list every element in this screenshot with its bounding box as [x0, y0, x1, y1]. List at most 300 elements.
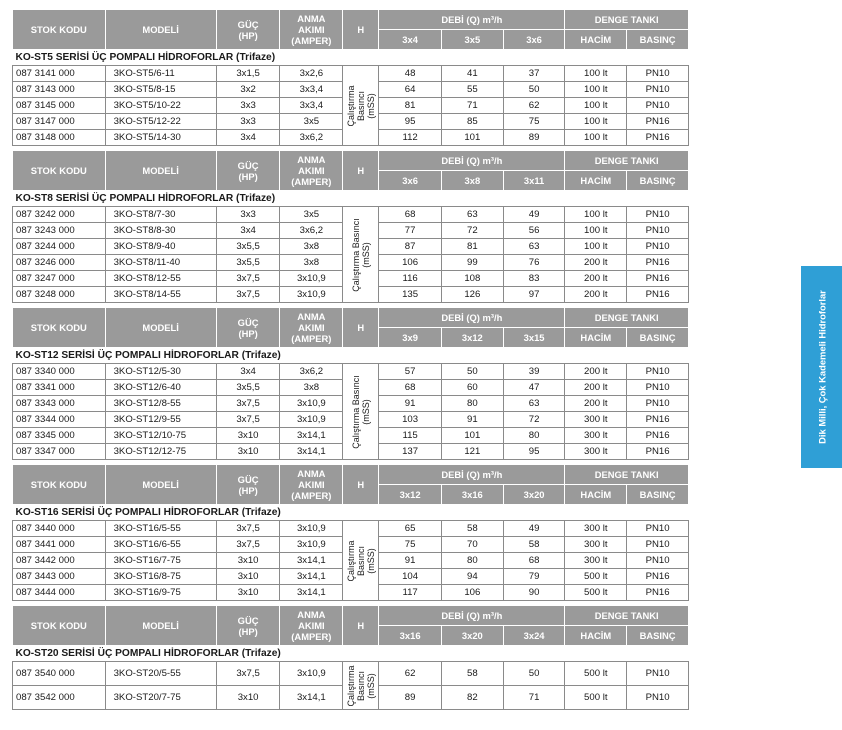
- header-flow-column: 3x6: [379, 171, 442, 191]
- table-row: [13, 521, 689, 537]
- header-flow-column: 3x24: [503, 626, 565, 646]
- stock-code: 087 3345 000: [13, 428, 106, 444]
- flow-value-2: 71: [441, 98, 503, 114]
- power-hp: 3x3: [216, 114, 280, 130]
- header-balance-tank: DENGE TANKI: [565, 151, 689, 171]
- power-hp: 3x7,5: [216, 412, 280, 428]
- header-flow-column: 3x6: [503, 30, 565, 50]
- rated-current: 3x2,6: [280, 66, 343, 82]
- stock-code: 087 3248 000: [13, 287, 106, 303]
- operating-pressure-label: Çalıştırma Basıncı (mSS): [345, 539, 376, 582]
- header-stock-code: STOK KODU: [13, 151, 106, 191]
- pressure-class: PN16: [627, 130, 689, 146]
- flow-value-2: 91: [441, 412, 503, 428]
- power-hp: 3x10: [216, 686, 280, 710]
- rated-current: 3x14,1: [280, 428, 343, 444]
- power-hp: 3x7,5: [216, 271, 280, 287]
- header-pressure-class: BASINÇ: [627, 626, 689, 646]
- rated-current: 3x10,9: [280, 412, 343, 428]
- stock-code: 087 3143 000: [13, 82, 106, 98]
- stock-code: 087 3246 000: [13, 255, 106, 271]
- header-model: MODELİ: [105, 606, 216, 646]
- model-name: 3KO-ST8/8-30: [105, 223, 216, 239]
- header-rated-current: ANMA AKIMI (AMPER): [280, 10, 343, 50]
- stock-code: 087 3442 000: [13, 553, 106, 569]
- series-table: [12, 605, 689, 710]
- tank-volume: 200 lt: [565, 255, 627, 271]
- rated-current: 3x8: [280, 380, 343, 396]
- model-name: 3KO-ST8/7-30: [105, 207, 216, 223]
- rated-current: 3x5: [280, 207, 343, 223]
- flow-value-2: 60: [441, 380, 503, 396]
- flow-value-2: 108: [441, 271, 503, 287]
- flow-value-3: 56: [503, 223, 565, 239]
- flow-value-2: 81: [441, 239, 503, 255]
- flow-value-3: 58: [503, 537, 565, 553]
- power-hp: 3x5,5: [216, 255, 280, 271]
- tank-volume: 100 lt: [565, 98, 627, 114]
- tank-volume: 500 lt: [565, 686, 627, 710]
- flow-value-3: 68: [503, 553, 565, 569]
- flow-value-1: 137: [379, 444, 442, 460]
- flow-value-2: 80: [441, 553, 503, 569]
- header-flow-rate: DEBİ (Q) m³/h: [379, 308, 565, 328]
- header-power: GÜÇ (HP): [216, 308, 280, 348]
- power-hp: 3x7,5: [216, 521, 280, 537]
- pressure-class: PN10: [627, 98, 689, 114]
- model-name: 3KO-ST12/9-55: [105, 412, 216, 428]
- power-hp: 3x10: [216, 585, 280, 601]
- header-stock-code: STOK KODU: [13, 465, 106, 505]
- stock-code: 087 3145 000: [13, 98, 106, 114]
- flow-value-1: 81: [379, 98, 442, 114]
- flow-value-3: 90: [503, 585, 565, 601]
- flow-value-1: 68: [379, 207, 442, 223]
- tank-volume: 100 lt: [565, 207, 627, 223]
- model-name: 3KO-ST5/10-22: [105, 98, 216, 114]
- flow-value-1: 64: [379, 82, 442, 98]
- flow-value-1: 75: [379, 537, 442, 553]
- header-flow-rate: DEBİ (Q) m³/h: [379, 465, 565, 485]
- rated-current: 3x8: [280, 239, 343, 255]
- model-name: 3KO-ST12/5-30: [105, 364, 216, 380]
- stock-code: 087 3347 000: [13, 444, 106, 460]
- stock-code: 087 3148 000: [13, 130, 106, 146]
- power-hp: 3x7,5: [216, 662, 280, 686]
- rated-current: 3x5: [280, 114, 343, 130]
- header-flow-column: 3x5: [441, 30, 503, 50]
- pressure-class: PN10: [627, 223, 689, 239]
- flow-value-2: 80: [441, 396, 503, 412]
- header-rated-current: ANMA AKIMI (AMPER): [280, 308, 343, 348]
- rated-current: 3x14,1: [280, 553, 343, 569]
- header-model: MODELİ: [105, 151, 216, 191]
- rated-current: 3x14,1: [280, 585, 343, 601]
- operating-pressure-label-cell: [343, 66, 379, 146]
- flow-value-3: 39: [503, 364, 565, 380]
- pressure-class: PN16: [627, 444, 689, 460]
- stock-code: 087 3344 000: [13, 412, 106, 428]
- tank-volume: 200 lt: [565, 380, 627, 396]
- pressure-class: PN16: [627, 255, 689, 271]
- flow-value-2: 101: [441, 428, 503, 444]
- model-name: 3KO-ST5/8-15: [105, 82, 216, 98]
- tank-volume: 200 lt: [565, 271, 627, 287]
- tank-volume: 100 lt: [565, 82, 627, 98]
- model-name: 3KO-ST5/6-11: [105, 66, 216, 82]
- header-power: GÜÇ (HP): [216, 151, 280, 191]
- flow-value-1: 89: [379, 686, 442, 710]
- rated-current: 3x14,1: [280, 444, 343, 460]
- header-flow-column: 3x8: [441, 171, 503, 191]
- model-name: 3KO-ST8/14-55: [105, 287, 216, 303]
- stock-code: 087 3440 000: [13, 521, 106, 537]
- tank-volume: 100 lt: [565, 130, 627, 146]
- stock-code: 087 3443 000: [13, 569, 106, 585]
- rated-current: 3x10,9: [280, 287, 343, 303]
- pressure-class: PN10: [627, 380, 689, 396]
- header-flow-column: 3x4: [379, 30, 442, 50]
- pressure-class: PN10: [627, 66, 689, 82]
- side-tab: [801, 266, 842, 468]
- header-flow-column: 3x20: [441, 626, 503, 646]
- header-flow-column: 3x12: [441, 328, 503, 348]
- tank-volume: 100 lt: [565, 223, 627, 239]
- flow-value-3: 49: [503, 207, 565, 223]
- power-hp: 3x5,5: [216, 380, 280, 396]
- flow-value-3: 50: [503, 82, 565, 98]
- flow-value-1: 112: [379, 130, 442, 146]
- flow-value-3: 97: [503, 287, 565, 303]
- flow-value-3: 47: [503, 380, 565, 396]
- header-balance-tank: DENGE TANKI: [565, 308, 689, 328]
- tank-volume: 300 lt: [565, 521, 627, 537]
- header-power: GÜÇ (HP): [216, 465, 280, 505]
- stock-code: 087 3540 000: [13, 662, 106, 686]
- side-tab-label: Dik Milli, Çok Kademeli Hidroforlar: [816, 290, 827, 444]
- rated-current: 3x14,1: [280, 569, 343, 585]
- flow-value-3: 37: [503, 66, 565, 82]
- rated-current: 3x3,4: [280, 82, 343, 98]
- header-head: H: [343, 308, 379, 348]
- header-flow-column: 3x11: [503, 171, 565, 191]
- rated-current: 3x8: [280, 255, 343, 271]
- tank-volume: 500 lt: [565, 569, 627, 585]
- tank-volume: 300 lt: [565, 553, 627, 569]
- rated-current: 3x10,9: [280, 662, 343, 686]
- pressure-class: PN10: [627, 521, 689, 537]
- flow-value-3: 95: [503, 444, 565, 460]
- flow-value-1: 62: [379, 662, 442, 686]
- pressure-class: PN16: [627, 412, 689, 428]
- header-pressure-class: BASINÇ: [627, 328, 689, 348]
- pressure-class: PN16: [627, 585, 689, 601]
- power-hp: 3x10: [216, 553, 280, 569]
- flow-value-3: 72: [503, 412, 565, 428]
- tank-volume: 300 lt: [565, 428, 627, 444]
- tank-volume: 100 lt: [565, 239, 627, 255]
- series-title: KO-ST8 SERİSİ ÜÇ POMPALI HİDROFORLAR (Trifaze): [15, 193, 276, 204]
- flow-value-1: 48: [379, 66, 442, 82]
- header-volume: HACİM: [565, 485, 627, 505]
- pressure-class: PN10: [627, 207, 689, 223]
- header-head: H: [343, 151, 379, 191]
- header-pressure-class: BASINÇ: [627, 485, 689, 505]
- operating-pressure-label-cell: [343, 364, 379, 460]
- tank-volume: 200 lt: [565, 396, 627, 412]
- pressure-class: PN16: [627, 428, 689, 444]
- rated-current: 3x6,2: [280, 130, 343, 146]
- header-rated-current: ANMA AKIMI (AMPER): [280, 606, 343, 646]
- flow-value-3: 49: [503, 521, 565, 537]
- header-pressure-class: BASINÇ: [627, 171, 689, 191]
- power-hp: 3x3: [216, 207, 280, 223]
- flow-value-2: 72: [441, 223, 503, 239]
- power-hp: 3x10: [216, 444, 280, 460]
- header-head: H: [343, 10, 379, 50]
- model-name: 3KO-ST16/5-55: [105, 521, 216, 537]
- power-hp: 3x5,5: [216, 239, 280, 255]
- flow-value-2: 82: [441, 686, 503, 710]
- header-flow-column: 3x16: [441, 485, 503, 505]
- product-catalog-page: [12, 9, 689, 710]
- flow-value-2: 101: [441, 130, 503, 146]
- tank-volume: 100 lt: [565, 114, 627, 130]
- series-title: KO-ST20 SERİSİ ÜÇ POMPALI HİDROFORLAR (Trifaze): [15, 648, 281, 659]
- flow-value-2: 126: [441, 287, 503, 303]
- model-name: 3KO-ST16/6-55: [105, 537, 216, 553]
- operating-pressure-label-cell: [343, 521, 379, 601]
- flow-value-3: 63: [503, 396, 565, 412]
- stock-code: 087 3340 000: [13, 364, 106, 380]
- header-volume: HACİM: [565, 30, 627, 50]
- header-model: MODELİ: [105, 465, 216, 505]
- flow-value-2: 70: [441, 537, 503, 553]
- power-hp: 3x7,5: [216, 396, 280, 412]
- pressure-class: PN10: [627, 553, 689, 569]
- stock-code: 087 3441 000: [13, 537, 106, 553]
- flow-value-1: 106: [379, 255, 442, 271]
- table-row: [13, 207, 689, 223]
- pressure-class: PN10: [627, 364, 689, 380]
- header-pressure-class: BASINÇ: [627, 30, 689, 50]
- rated-current: 3x10,9: [280, 396, 343, 412]
- flow-value-2: 106: [441, 585, 503, 601]
- power-hp: 3x7,5: [216, 287, 280, 303]
- header-balance-tank: DENGE TANKI: [565, 606, 689, 626]
- header-power: GÜÇ (HP): [216, 10, 280, 50]
- model-name: 3KO-ST5/12-22: [105, 114, 216, 130]
- series-table: [12, 150, 689, 303]
- flow-value-1: 117: [379, 585, 442, 601]
- flow-value-3: 83: [503, 271, 565, 287]
- pressure-class: PN10: [627, 686, 689, 710]
- pressure-class: PN10: [627, 662, 689, 686]
- flow-value-1: 91: [379, 396, 442, 412]
- pressure-class: PN10: [627, 537, 689, 553]
- rated-current: 3x10,9: [280, 521, 343, 537]
- stock-code: 087 3147 000: [13, 114, 106, 130]
- operating-pressure-label: Çalıştırma Basıncı (mSS): [345, 84, 376, 127]
- power-hp: 3x10: [216, 428, 280, 444]
- flow-value-1: 103: [379, 412, 442, 428]
- operating-pressure-label: Çalıştırma Basıncı (mSS): [350, 217, 371, 292]
- tank-volume: 200 lt: [565, 287, 627, 303]
- pressure-class: PN10: [627, 239, 689, 255]
- flow-value-3: 71: [503, 686, 565, 710]
- rated-current: 3x3,4: [280, 98, 343, 114]
- header-flow-column: 3x15: [503, 328, 565, 348]
- header-rated-current: ANMA AKIMI (AMPER): [280, 151, 343, 191]
- flow-value-3: 62: [503, 98, 565, 114]
- tank-volume: 200 lt: [565, 364, 627, 380]
- rated-current: 3x6,2: [280, 364, 343, 380]
- header-head: H: [343, 465, 379, 505]
- flow-value-1: 116: [379, 271, 442, 287]
- flow-value-3: 75: [503, 114, 565, 130]
- flow-value-1: 135: [379, 287, 442, 303]
- table-row: [13, 66, 689, 82]
- header-stock-code: STOK KODU: [13, 606, 106, 646]
- stock-code: 087 3542 000: [13, 686, 106, 710]
- flow-value-2: 41: [441, 66, 503, 82]
- flow-value-3: 80: [503, 428, 565, 444]
- flow-value-3: 63: [503, 239, 565, 255]
- header-rated-current: ANMA AKIMI (AMPER): [280, 465, 343, 505]
- rated-current: 3x14,1: [280, 686, 343, 710]
- rated-current: 3x10,9: [280, 271, 343, 287]
- power-hp: 3x4: [216, 223, 280, 239]
- header-flow-column: 3x9: [379, 328, 442, 348]
- series-title: KO-ST16 SERİSİ ÜÇ POMPALI HİDROFORLAR (Trifaze): [15, 507, 281, 518]
- series-table: [12, 9, 689, 146]
- pressure-class: PN16: [627, 569, 689, 585]
- power-hp: 3x10: [216, 569, 280, 585]
- flow-value-1: 104: [379, 569, 442, 585]
- operating-pressure-label: Çalıştırma Basıncı (mSS): [350, 374, 371, 449]
- header-model: MODELİ: [105, 10, 216, 50]
- flow-value-1: 91: [379, 553, 442, 569]
- header-stock-code: STOK KODU: [13, 308, 106, 348]
- pressure-class: PN10: [627, 82, 689, 98]
- stock-code: 087 3444 000: [13, 585, 106, 601]
- model-name: 3KO-ST16/7-75: [105, 553, 216, 569]
- pressure-class: PN16: [627, 114, 689, 130]
- model-name: 3KO-ST12/8-55: [105, 396, 216, 412]
- pressure-class: PN16: [627, 271, 689, 287]
- header-stock-code: STOK KODU: [13, 10, 106, 50]
- model-name: 3KO-ST12/12-75: [105, 444, 216, 460]
- flow-value-2: 94: [441, 569, 503, 585]
- flow-value-2: 121: [441, 444, 503, 460]
- stock-code: 087 3341 000: [13, 380, 106, 396]
- tank-volume: 300 lt: [565, 537, 627, 553]
- table-row: [13, 662, 689, 686]
- model-name: 3KO-ST16/9-75: [105, 585, 216, 601]
- model-name: 3KO-ST12/6-40: [105, 380, 216, 396]
- header-power: GÜÇ (HP): [216, 606, 280, 646]
- stock-code: 087 3243 000: [13, 223, 106, 239]
- flow-value-1: 87: [379, 239, 442, 255]
- flow-value-2: 99: [441, 255, 503, 271]
- header-balance-tank: DENGE TANKI: [565, 10, 689, 30]
- series-title: KO-ST12 SERİSİ ÜÇ POMPALI HİDROFORLAR (Trifaze): [15, 350, 281, 361]
- tank-volume: 500 lt: [565, 585, 627, 601]
- power-hp: 3x3: [216, 98, 280, 114]
- stock-code: 087 3244 000: [13, 239, 106, 255]
- stock-code: 087 3247 000: [13, 271, 106, 287]
- header-flow-column: 3x20: [503, 485, 565, 505]
- series-table: [12, 464, 689, 601]
- pressure-class: PN10: [627, 396, 689, 412]
- operating-pressure-label-cell: [343, 662, 379, 710]
- flow-value-3: 76: [503, 255, 565, 271]
- power-hp: 3x4: [216, 364, 280, 380]
- stock-code: 087 3141 000: [13, 66, 106, 82]
- header-volume: HACİM: [565, 626, 627, 646]
- header-balance-tank: DENGE TANKI: [565, 465, 689, 485]
- flow-value-1: 95: [379, 114, 442, 130]
- model-name: 3KO-ST8/11-40: [105, 255, 216, 271]
- model-name: 3KO-ST8/12-55: [105, 271, 216, 287]
- stock-code: 087 3242 000: [13, 207, 106, 223]
- power-hp: 3x2: [216, 82, 280, 98]
- header-volume: HACİM: [565, 328, 627, 348]
- rated-current: 3x10,9: [280, 537, 343, 553]
- flow-value-3: 89: [503, 130, 565, 146]
- tank-volume: 300 lt: [565, 444, 627, 460]
- header-flow-column: 3x16: [379, 626, 442, 646]
- flow-value-2: 63: [441, 207, 503, 223]
- stock-code: 087 3343 000: [13, 396, 106, 412]
- power-hp: 3x4: [216, 130, 280, 146]
- operating-pressure-label-cell: [343, 207, 379, 303]
- operating-pressure-label: Çalıştırma Basıncı (mSS): [345, 664, 376, 707]
- header-flow-column: 3x12: [379, 485, 442, 505]
- flow-value-1: 65: [379, 521, 442, 537]
- model-name: 3KO-ST8/9-40: [105, 239, 216, 255]
- power-hp: 3x7,5: [216, 537, 280, 553]
- flow-value-1: 115: [379, 428, 442, 444]
- model-name: 3KO-ST12/10-75: [105, 428, 216, 444]
- header-flow-rate: DEBİ (Q) m³/h: [379, 151, 565, 171]
- flow-value-3: 50: [503, 662, 565, 686]
- flow-value-2: 55: [441, 82, 503, 98]
- flow-value-1: 57: [379, 364, 442, 380]
- model-name: 3KO-ST20/5-55: [105, 662, 216, 686]
- header-flow-rate: DEBİ (Q) m³/h: [379, 10, 565, 30]
- flow-value-1: 68: [379, 380, 442, 396]
- header-volume: HACİM: [565, 171, 627, 191]
- tank-volume: 500 lt: [565, 662, 627, 686]
- tank-volume: 100 lt: [565, 66, 627, 82]
- model-name: 3KO-ST20/7-75: [105, 686, 216, 710]
- pressure-class: PN16: [627, 287, 689, 303]
- flow-value-2: 58: [441, 662, 503, 686]
- flow-value-2: 58: [441, 521, 503, 537]
- power-hp: 3x1,5: [216, 66, 280, 82]
- flow-value-2: 85: [441, 114, 503, 130]
- model-name: 3KO-ST16/8-75: [105, 569, 216, 585]
- series-title: KO-ST5 SERİSİ ÜÇ POMPALI HİDROFORLAR (Trifaze): [15, 52, 276, 63]
- flow-value-3: 79: [503, 569, 565, 585]
- rated-current: 3x6,2: [280, 223, 343, 239]
- flow-value-2: 50: [441, 364, 503, 380]
- table-row: [13, 364, 689, 380]
- model-name: 3KO-ST5/14-30: [105, 130, 216, 146]
- series-table: [12, 307, 689, 460]
- flow-value-1: 77: [379, 223, 442, 239]
